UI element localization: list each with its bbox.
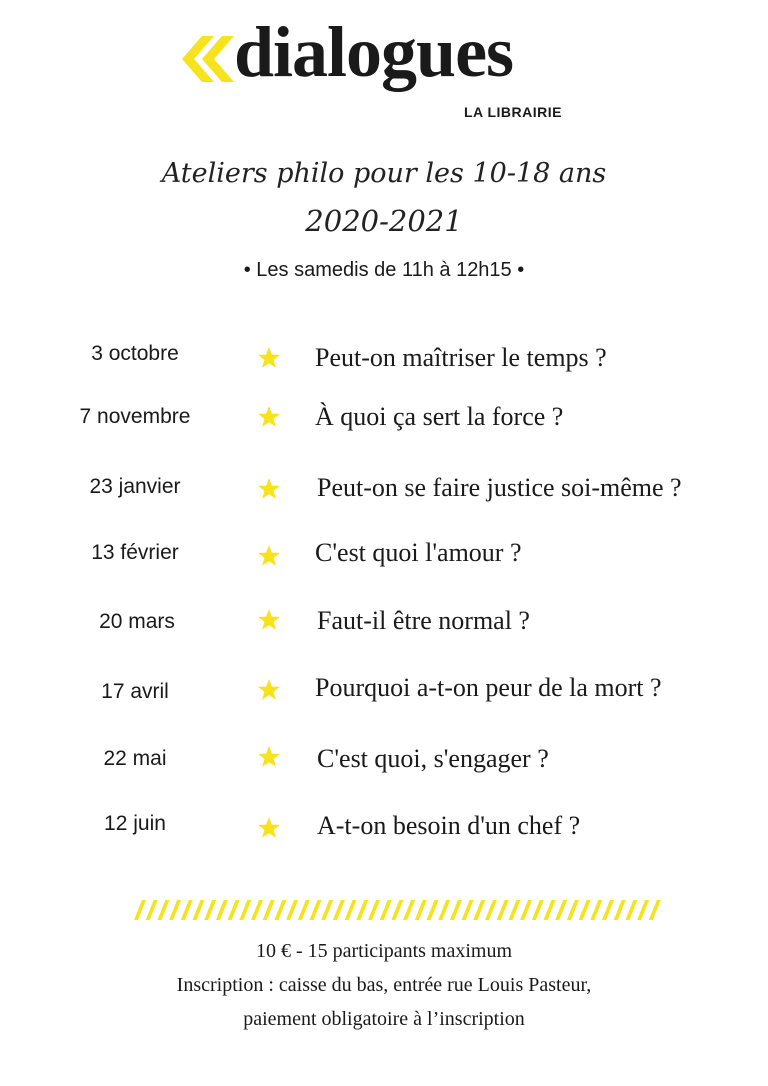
session-row bbox=[0, 745, 768, 785]
stripe bbox=[438, 900, 450, 920]
page-title: Ateliers philo pour les 10-18 ans bbox=[161, 158, 607, 189]
stripe bbox=[134, 900, 146, 920]
stripe bbox=[473, 900, 485, 920]
payment-info: paiement obligatoire à l’inscription bbox=[243, 1008, 525, 1030]
session-row bbox=[0, 540, 768, 580]
stripe bbox=[508, 900, 520, 920]
star-icon bbox=[257, 816, 281, 840]
session-date: 22 mai bbox=[103, 747, 167, 770]
star-icon bbox=[257, 346, 281, 370]
stripe bbox=[380, 900, 392, 920]
double-chevron-icon bbox=[178, 34, 236, 84]
star-icon bbox=[257, 477, 281, 501]
session-date: 3 octobre bbox=[91, 342, 179, 365]
session-topic: Peut-on maîtriser le temps ? bbox=[315, 343, 607, 372]
stripe bbox=[333, 900, 345, 920]
session-date: 17 avril bbox=[101, 680, 169, 703]
stripe bbox=[286, 900, 298, 920]
stripe bbox=[157, 900, 169, 920]
stripe bbox=[579, 900, 591, 920]
stripe bbox=[216, 900, 228, 920]
session-topic: À quoi ça sert la force ? bbox=[315, 402, 564, 431]
session-date: 13 février bbox=[91, 541, 179, 564]
star-icon bbox=[257, 544, 281, 568]
stripe bbox=[146, 900, 158, 920]
stripe bbox=[181, 900, 193, 920]
stripe bbox=[274, 900, 286, 920]
stripe bbox=[637, 900, 649, 920]
stripe bbox=[520, 900, 532, 920]
stripe bbox=[403, 900, 415, 920]
stripe bbox=[415, 900, 427, 920]
stripe bbox=[298, 900, 310, 920]
price-info: 10 € - 15 participants maximum bbox=[255, 940, 513, 962]
star-icon bbox=[257, 678, 281, 702]
session-row bbox=[0, 811, 768, 851]
session-row bbox=[0, 673, 768, 716]
star-icon bbox=[257, 405, 281, 429]
stripe bbox=[555, 900, 567, 920]
session-topic: Pourquoi a-t-on peur de la mort ? bbox=[315, 673, 662, 702]
stripe bbox=[462, 900, 474, 920]
brand-subtitle: LA LIBRAIRIE bbox=[463, 104, 562, 120]
session-topic: C'est quoi l'amour ? bbox=[315, 538, 522, 567]
session-row bbox=[0, 473, 768, 513]
stripe bbox=[391, 900, 403, 920]
stripe bbox=[602, 900, 614, 920]
stripe bbox=[321, 900, 333, 920]
logo bbox=[178, 12, 578, 130]
stripe bbox=[368, 900, 380, 920]
stripe bbox=[204, 900, 216, 920]
session-date: 20 mars bbox=[99, 610, 175, 633]
session-topic: Peut-on se faire justice soi-même ? bbox=[317, 473, 682, 502]
stripe bbox=[614, 900, 626, 920]
stripe bbox=[193, 900, 205, 920]
stripe bbox=[239, 900, 251, 920]
registration-info: Inscription : caisse du bas, entrée rue Louis Pasteur, bbox=[176, 974, 592, 996]
session-date: 23 janvier bbox=[89, 475, 181, 498]
stripe bbox=[485, 900, 497, 920]
stripe bbox=[649, 900, 661, 920]
session-date: 7 novembre bbox=[79, 405, 191, 428]
season-year: 2020-2021 bbox=[305, 204, 463, 238]
star-icon bbox=[257, 745, 281, 769]
stripe bbox=[169, 900, 181, 920]
stripe bbox=[567, 900, 579, 920]
stripe bbox=[310, 900, 322, 920]
stripe bbox=[590, 900, 602, 920]
session-date: 12 juin bbox=[104, 812, 166, 835]
stripe bbox=[625, 900, 637, 920]
stripe bbox=[356, 900, 368, 920]
session-row bbox=[0, 340, 768, 380]
stripe bbox=[251, 900, 263, 920]
stripe bbox=[544, 900, 556, 920]
star-icon bbox=[257, 608, 281, 632]
stripe bbox=[228, 900, 240, 920]
brand-name: dialogues bbox=[234, 12, 514, 92]
session-topic: C'est quoi, s'engager ? bbox=[317, 744, 549, 773]
stripe bbox=[497, 900, 509, 920]
session-row bbox=[0, 402, 768, 442]
schedule-text: • Les samedis de 11h à 12h15 • bbox=[243, 259, 525, 281]
session-topic: A-t-on besoin d'un chef ? bbox=[317, 811, 581, 840]
session-topic: Faut-il être normal ? bbox=[317, 606, 530, 635]
stripe bbox=[427, 900, 439, 920]
stripe bbox=[345, 900, 357, 920]
stripe bbox=[532, 900, 544, 920]
striped-divider bbox=[130, 898, 663, 922]
session-row bbox=[0, 607, 768, 647]
stripe bbox=[263, 900, 275, 920]
stripe bbox=[450, 900, 462, 920]
